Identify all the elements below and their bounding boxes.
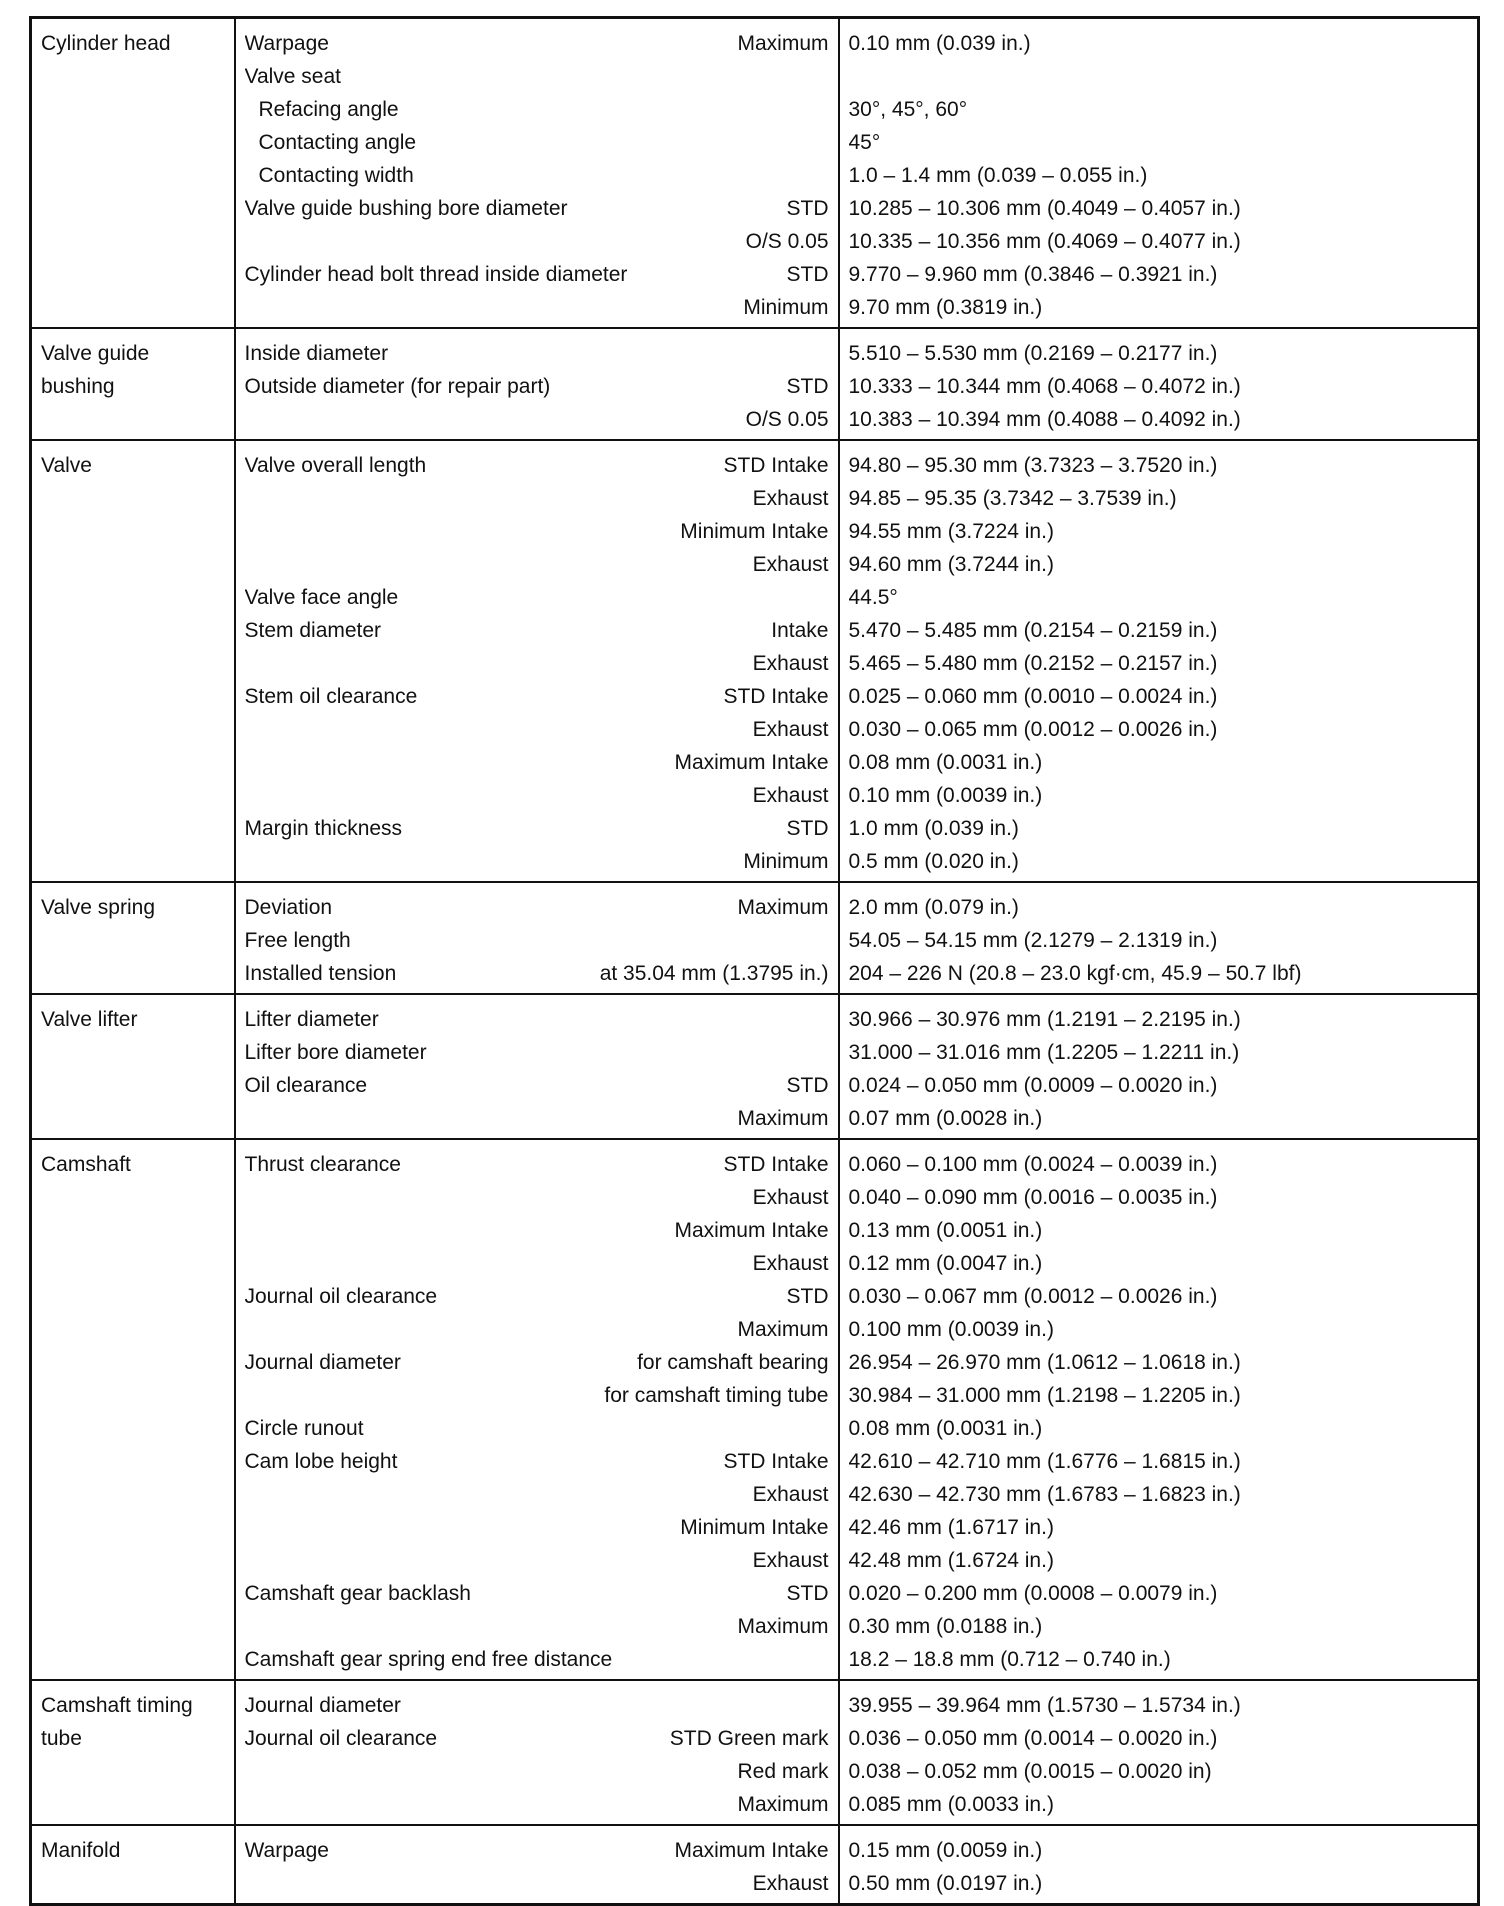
category-cell [31, 1139, 235, 1680]
item-cell [235, 994, 839, 1139]
value-line [849, 1834, 1469, 1867]
spec-item-label: Camshaft gear spring end free distance [244, 1648, 613, 1671]
spec-line [245, 1788, 829, 1821]
spec-condition-label: Minimum Intake [680, 1516, 829, 1539]
spec-line [245, 1280, 829, 1313]
value-line [849, 1247, 1469, 1280]
spec-item-label: Camshaft gear backlash [244, 1582, 471, 1605]
spec-condition-label: STD Intake [723, 1153, 829, 1176]
value-line [849, 1102, 1469, 1135]
value-line [849, 482, 1469, 515]
spec-line [245, 1247, 829, 1280]
value-line [849, 1313, 1469, 1346]
spec-condition-label: STD [786, 1582, 829, 1605]
spec-condition-label: STD [786, 1074, 829, 1097]
spec-condition-label: Exhaust [752, 652, 829, 675]
spec-line [245, 1511, 829, 1544]
spec-line [245, 291, 829, 324]
spec-condition-label: Exhaust [752, 1872, 829, 1895]
spec-value: 18.2 – 18.8 mm (0.712 – 0.740 in.) [848, 1648, 1171, 1671]
spec-line [245, 60, 829, 93]
spec-value: 10.335 – 10.356 mm (0.4069 – 0.4077 in.) [848, 230, 1241, 253]
spec-condition-label: Maximum [737, 1107, 829, 1130]
spec-value: 0.024 – 0.050 mm (0.0009 – 0.0020 in.) [848, 1074, 1218, 1097]
value-cell [839, 1139, 1479, 1680]
spec-condition-label: STD [786, 817, 829, 840]
category-cell [31, 18, 235, 329]
spec-condition-label: Maximum [737, 1615, 829, 1638]
section-row [31, 882, 1479, 994]
value-line [849, 1148, 1469, 1181]
spec-value: 0.060 – 0.100 mm (0.0024 – 0.0039 in.) [848, 1153, 1218, 1176]
value-line [849, 258, 1469, 291]
spec-line [245, 1379, 829, 1412]
category-label: Manifold [41, 1839, 121, 1862]
spec-line [245, 93, 829, 126]
spec-line [245, 1346, 829, 1379]
spec-line [245, 449, 829, 482]
spec-item-label: Valve seat [244, 65, 341, 88]
spec-condition-label: Intake [771, 619, 829, 642]
spec-line [245, 1069, 829, 1102]
value-line [849, 192, 1469, 225]
spec-value: 94.85 – 95.35 (3.7342 – 3.7539 in.) [848, 487, 1177, 510]
spec-condition-label: Maximum [737, 896, 829, 919]
spec-item-label: Refacing angle [258, 98, 399, 121]
spec-value: 1.0 – 1.4 mm (0.039 – 0.055 in.) [848, 164, 1148, 187]
value-line [849, 27, 1469, 60]
value-line [849, 1214, 1469, 1247]
spec-value: 42.46 mm (1.6717 in.) [848, 1516, 1054, 1539]
spec-line [245, 845, 829, 878]
spec-condition-label: Minimum Intake [680, 520, 829, 543]
spec-value: 0.040 – 0.090 mm (0.0016 – 0.0035 in.) [848, 1186, 1218, 1209]
spec-value: 42.630 – 42.730 mm (1.6783 – 1.6823 in.) [848, 1483, 1241, 1506]
spec-item-label: Journal oil clearance [244, 1727, 438, 1750]
spec-line [245, 1445, 829, 1478]
section-row [31, 1139, 1479, 1680]
value-line [849, 403, 1469, 436]
category-cell [31, 1680, 235, 1825]
value-line [849, 924, 1469, 957]
spec-line [245, 1036, 829, 1069]
spec-line [245, 1722, 829, 1755]
spec-condition-label: at 35.04 mm (1.3795 in.) [599, 962, 829, 985]
value-line [849, 1036, 1469, 1069]
spec-item-label: Stem diameter [244, 619, 382, 642]
spec-value: 0.10 mm (0.039 in.) [848, 32, 1031, 55]
spec-line [245, 159, 829, 192]
spec-line [245, 891, 829, 924]
section-row [31, 1825, 1479, 1905]
spec-value: 30°, 45°, 60° [848, 98, 968, 121]
spec-line [245, 1148, 829, 1181]
spec-line [245, 1610, 829, 1643]
spec-value: 9.770 – 9.960 mm (0.3846 – 0.3921 in.) [848, 263, 1218, 286]
spec-item-label: Free length [244, 929, 351, 952]
spec-item-label: Cylinder head bolt thread inside diameter [244, 263, 628, 286]
spec-condition-label: STD Intake [723, 1450, 829, 1473]
spec-line [245, 1313, 829, 1346]
spec-item-label: Circle runout [244, 1417, 364, 1440]
category-label: Camshaft [41, 1153, 131, 1176]
value-line [849, 370, 1469, 403]
spec-condition-label: Maximum Intake [674, 1219, 829, 1242]
spec-line [245, 957, 829, 990]
spec-value: 94.60 mm (3.7244 in.) [848, 553, 1054, 576]
item-cell [235, 1825, 839, 1905]
value-line [849, 1478, 1469, 1511]
spec-condition-label: STD Green mark [669, 1727, 829, 1750]
spec-item-label: Oil clearance [244, 1074, 368, 1097]
item-cell [235, 1680, 839, 1825]
spec-value: 0.030 – 0.065 mm (0.0012 – 0.0026 in.) [848, 718, 1218, 741]
spec-value: 0.12 mm (0.0047 in.) [848, 1252, 1043, 1275]
section-row [31, 440, 1479, 882]
spec-condition-label: for camshaft bearing [637, 1351, 829, 1374]
category-cell [31, 328, 235, 440]
spec-condition-label: Minimum [743, 296, 829, 319]
spec-value: 54.05 – 54.15 mm (2.1279 – 2.1319 in.) [848, 929, 1218, 952]
spec-condition-label: STD [786, 375, 829, 398]
value-line [849, 93, 1469, 126]
spec-item-label: Inside diameter [244, 342, 389, 365]
spec-line [245, 126, 829, 159]
spec-value: 0.08 mm (0.0031 in.) [848, 1417, 1043, 1440]
value-line [849, 1346, 1469, 1379]
spec-line [245, 1412, 829, 1445]
spec-line [245, 1643, 829, 1676]
value-line [849, 1577, 1469, 1610]
value-cell [839, 328, 1479, 440]
category-label: Valve [41, 454, 92, 477]
spec-line [245, 1577, 829, 1610]
spec-value: 44.5° [848, 586, 898, 609]
spec-line [245, 1478, 829, 1511]
spec-condition-label: Exhaust [752, 553, 829, 576]
value-line [849, 845, 1469, 878]
value-line [849, 581, 1469, 614]
spec-condition-label: Exhaust [752, 718, 829, 741]
spec-line [245, 258, 829, 291]
spec-line [245, 192, 829, 225]
spec-value: 0.07 mm (0.0028 in.) [848, 1107, 1043, 1130]
spec-line [245, 1181, 829, 1214]
value-line [849, 1610, 1469, 1643]
value-line [849, 1788, 1469, 1821]
spec-line [245, 1544, 829, 1577]
spec-value: 30.984 – 31.000 mm (1.2198 – 1.2205 in.) [848, 1384, 1241, 1407]
spec-value: 0.020 – 0.200 mm (0.0008 – 0.0079 in.) [848, 1582, 1218, 1605]
spec-value: 31.000 – 31.016 mm (1.2205 – 1.2211 in.) [848, 1041, 1240, 1064]
category-label: Valve lifter [41, 1008, 138, 1031]
spec-item-label: Outside diameter (for repair part) [244, 375, 551, 398]
spec-value: 0.025 – 0.060 mm (0.0010 – 0.0024 in.) [848, 685, 1218, 708]
spec-condition-label: STD [786, 197, 829, 220]
item-cell [235, 1139, 839, 1680]
value-line [849, 1867, 1469, 1900]
section-row [31, 18, 1479, 329]
spec-value: 42.610 – 42.710 mm (1.6776 – 1.6815 in.) [848, 1450, 1241, 1473]
value-line [849, 680, 1469, 713]
spec-value: 204 – 226 N (20.8 – 23.0 kgf·cm, 45.9 – 50.7 lbf) [848, 962, 1302, 985]
spec-value: 0.030 – 0.067 mm (0.0012 – 0.0026 in.) [848, 1285, 1218, 1308]
section-row [31, 328, 1479, 440]
value-line [849, 1643, 1469, 1676]
spec-condition-label: O/S 0.05 [745, 230, 829, 253]
spec-condition-label: Exhaust [752, 1186, 829, 1209]
spec-table [29, 16, 1480, 1906]
spec-condition-label: STD [786, 1285, 829, 1308]
item-cell [235, 882, 839, 994]
spec-line [245, 548, 829, 581]
category-label: Valve guide bushing [41, 342, 150, 398]
spec-condition-label: O/S 0.05 [745, 408, 829, 431]
spec-item-label: Lifter bore diameter [244, 1041, 427, 1064]
spec-line [245, 27, 829, 60]
value-line [849, 1069, 1469, 1102]
spec-value: 42.48 mm (1.6724 in.) [848, 1549, 1054, 1572]
spec-condition-label: STD [786, 263, 829, 286]
spec-line [245, 812, 829, 845]
value-line [849, 1722, 1469, 1755]
spec-item-label: Valve guide bushing bore diameter [244, 197, 568, 220]
value-line [849, 1280, 1469, 1313]
spec-line [245, 1867, 829, 1900]
value-line [849, 126, 1469, 159]
value-line [849, 779, 1469, 812]
category-label: Camshaft timing tube [41, 1694, 193, 1750]
value-line [849, 812, 1469, 845]
spec-value: 0.100 mm (0.0039 in.) [848, 1318, 1054, 1341]
value-line [849, 449, 1469, 482]
value-line [849, 647, 1469, 680]
value-cell [839, 994, 1479, 1139]
value-cell [839, 1680, 1479, 1825]
spec-condition-label: Exhaust [752, 784, 829, 807]
spec-value: 5.470 – 5.485 mm (0.2154 – 0.2159 in.) [848, 619, 1218, 642]
spec-table-body [31, 18, 1479, 1905]
value-line [849, 1412, 1469, 1445]
category-label: Cylinder head [41, 32, 171, 55]
spec-value: 0.08 mm (0.0031 in.) [848, 751, 1043, 774]
spec-condition-label: Maximum [737, 32, 829, 55]
spec-line [245, 1003, 829, 1036]
spec-item-label: Stem oil clearance [244, 685, 418, 708]
spec-item-label: Warpage [244, 1839, 329, 1862]
value-line [849, 1445, 1469, 1478]
spec-line [245, 924, 829, 957]
spec-condition-label: Exhaust [752, 1252, 829, 1275]
spec-line [245, 515, 829, 548]
value-line [849, 713, 1469, 746]
spec-value: 2.0 mm (0.079 in.) [848, 896, 1019, 919]
spec-line [245, 403, 829, 436]
spec-item-label: Contacting width [258, 164, 414, 187]
value-line [849, 291, 1469, 324]
value-line [849, 1755, 1469, 1788]
spec-item-label: Contacting angle [258, 131, 417, 154]
value-line [849, 614, 1469, 647]
value-line [849, 957, 1469, 990]
value-line [849, 159, 1469, 192]
item-cell [235, 440, 839, 882]
value-cell [839, 440, 1479, 882]
spec-value: 0.085 mm (0.0033 in.) [848, 1793, 1054, 1816]
spec-line [245, 225, 829, 258]
spec-condition-label: Exhaust [752, 1549, 829, 1572]
section-row [31, 994, 1479, 1139]
spec-value: 0.13 mm (0.0051 in.) [848, 1219, 1043, 1242]
spec-value: 10.285 – 10.306 mm (0.4049 – 0.4057 in.) [848, 197, 1241, 220]
value-line [849, 1379, 1469, 1412]
category-cell [31, 882, 235, 994]
value-line [849, 1181, 1469, 1214]
spec-item-label: Margin thickness [244, 817, 403, 840]
value-line [849, 746, 1469, 779]
value-line [849, 337, 1469, 370]
spec-line [245, 1755, 829, 1788]
spec-item-label: Valve overall length [244, 454, 427, 477]
spec-value: 94.55 mm (3.7224 in.) [848, 520, 1054, 543]
spec-line [245, 614, 829, 647]
spec-condition-label: for camshaft timing tube [604, 1384, 829, 1407]
spec-item-label: Journal diameter [244, 1694, 401, 1717]
spec-line [245, 680, 829, 713]
spec-line [245, 482, 829, 515]
value-line [849, 225, 1469, 258]
spec-line [245, 581, 829, 614]
spec-value: 45° [848, 131, 881, 154]
spec-line [245, 337, 829, 370]
spec-condition-label: Maximum Intake [674, 1839, 829, 1862]
spec-line [245, 779, 829, 812]
spec-value: 0.036 – 0.050 mm (0.0014 – 0.0020 in.) [848, 1727, 1218, 1750]
spec-condition-label: STD Intake [723, 685, 829, 708]
spec-value: 30.966 – 30.976 mm (1.2191 – 2.2195 in.) [848, 1008, 1241, 1031]
spec-line [245, 1102, 829, 1135]
value-line [849, 1544, 1469, 1577]
spec-condition-label: Red mark [737, 1760, 829, 1783]
category-label: Valve spring [41, 896, 156, 919]
spec-item-label: Warpage [244, 32, 329, 55]
spec-value: 0.50 mm (0.0197 in.) [848, 1872, 1043, 1895]
spec-line [245, 370, 829, 403]
spec-item-label: Cam lobe height [244, 1450, 398, 1473]
spec-condition-label: Maximum [737, 1793, 829, 1816]
spec-value: 10.383 – 10.394 mm (0.4088 – 0.4092 in.) [848, 408, 1241, 431]
spec-line [245, 713, 829, 746]
spec-line [245, 1689, 829, 1722]
spec-value: 0.5 mm (0.020 in.) [848, 850, 1019, 873]
spec-line [245, 1834, 829, 1867]
spec-value: 0.10 mm (0.0039 in.) [848, 784, 1043, 807]
spec-value: 94.80 – 95.30 mm (3.7323 – 3.7520 in.) [848, 454, 1218, 477]
spec-value: 5.465 – 5.480 mm (0.2152 – 0.2157 in.) [848, 652, 1218, 675]
spec-condition-label: Maximum [737, 1318, 829, 1341]
value-line [849, 1689, 1469, 1722]
value-cell [839, 1825, 1479, 1905]
section-row [31, 1680, 1479, 1825]
category-cell [31, 994, 235, 1139]
value-line [849, 1511, 1469, 1544]
spec-line [245, 1214, 829, 1247]
spec-condition-label: Minimum [743, 850, 829, 873]
spec-value: 26.954 – 26.970 mm (1.0612 – 1.0618 in.) [848, 1351, 1241, 1374]
spec-item-label: Thrust clearance [244, 1153, 401, 1176]
spec-value: 0.038 – 0.052 mm (0.0015 – 0.0020 in) [848, 1760, 1212, 1783]
spec-line [245, 746, 829, 779]
spec-item-label: Deviation [244, 896, 333, 919]
value-line [849, 548, 1469, 581]
spec-value: 10.333 – 10.344 mm (0.4068 – 0.4072 in.) [848, 375, 1241, 398]
spec-item-label: Installed tension [244, 962, 397, 985]
value-line [849, 60, 1469, 93]
value-line [849, 891, 1469, 924]
spec-line [245, 647, 829, 680]
item-cell [235, 328, 839, 440]
spec-value: 9.70 mm (0.3819 in.) [848, 296, 1043, 319]
spec-condition-label: Exhaust [752, 487, 829, 510]
category-cell [31, 440, 235, 882]
spec-condition-label: Exhaust [752, 1483, 829, 1506]
item-cell [235, 18, 839, 329]
value-cell [839, 882, 1479, 994]
spec-item-label: Journal oil clearance [244, 1285, 438, 1308]
spec-value: 39.955 – 39.964 mm (1.5730 – 1.5734 in.) [848, 1694, 1241, 1717]
spec-value: 0.30 mm (0.0188 in.) [848, 1615, 1043, 1638]
spec-item-label: Valve face angle [244, 586, 399, 609]
spec-value: 0.15 mm (0.0059 in.) [848, 1839, 1043, 1862]
value-cell [839, 18, 1479, 329]
spec-condition-label: STD Intake [723, 454, 829, 477]
spec-item-label: Lifter diameter [244, 1008, 379, 1031]
spec-value: 1.0 mm (0.039 in.) [848, 817, 1019, 840]
spec-condition-label: Maximum Intake [674, 751, 829, 774]
spec-value: 5.510 – 5.530 mm (0.2169 – 0.2177 in.) [848, 342, 1218, 365]
value-line [849, 1003, 1469, 1036]
value-line [849, 515, 1469, 548]
category-cell [31, 1825, 235, 1905]
spec-item-label: Journal diameter [244, 1351, 401, 1374]
